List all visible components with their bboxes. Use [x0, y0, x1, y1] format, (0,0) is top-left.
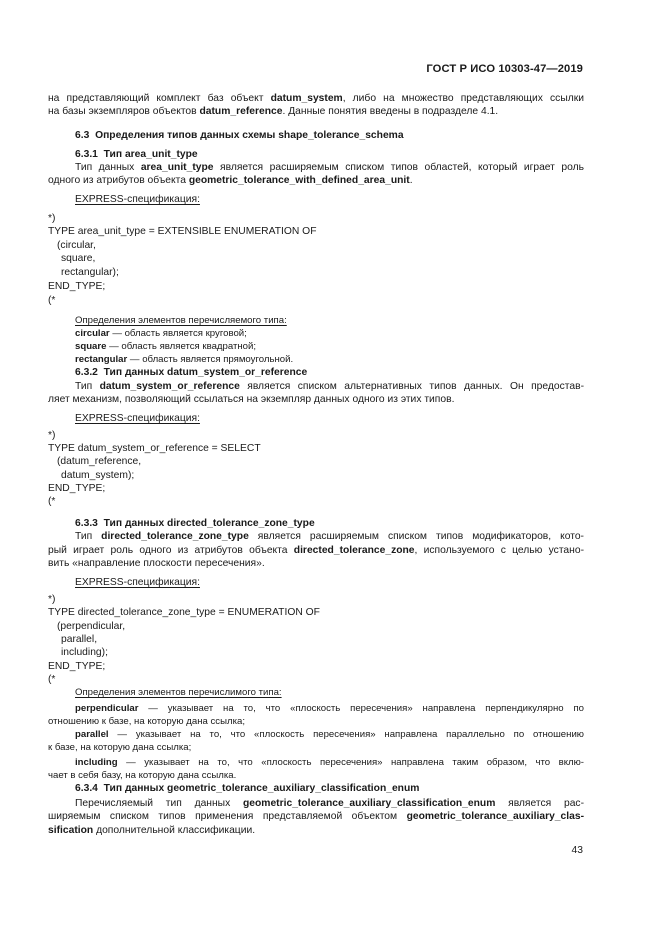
subsection-heading-631 — [75, 148, 584, 161]
s632-para-line-1 — [75, 380, 584, 393]
def-item — [75, 702, 584, 715]
def-text: — указывает на то, что «плоскость пересечения» направлена параллельно по отношению — [108, 729, 584, 740]
subsection-number: 6.3.1 — [75, 149, 98, 160]
def-text: — область является квадратной; — [106, 341, 257, 352]
code-line: (circular, — [57, 240, 96, 251]
text: является рас- — [495, 798, 584, 809]
s634-para-line-3 — [48, 824, 584, 837]
subsection-title: Тип area_unit_type — [103, 149, 198, 160]
s631-express-label: EXPRESS-спецификация: — [75, 194, 200, 205]
code-line: datum_system); — [61, 470, 135, 481]
code-line: TYPE area_unit_type = EXTENSIBLE ENUMERATION OF — [48, 226, 317, 237]
code-line: *) — [48, 430, 56, 441]
def-item-cont: чает в себя базу, на которую дана ссылка. — [48, 770, 237, 781]
code-line: (perpendicular, — [57, 621, 126, 632]
text: на представляющий комплект баз объект — [48, 93, 271, 104]
s631-defs-label: Определения элементов перечисляемого типа: — [75, 315, 287, 326]
intro-line-2 — [48, 105, 584, 118]
code-line: *) — [48, 594, 56, 605]
def-term: circular — [75, 328, 110, 339]
section-title: Определения типов данных схемы shape_tolerance_schema — [95, 130, 404, 141]
code-line: TYPE datum_system_or_reference = SELECT — [48, 443, 261, 454]
text: является расширяемым списком типов модификаторов, кото- — [248, 531, 584, 542]
page-number: 43 — [571, 845, 583, 856]
term: geometric_tolerance_auxiliary_classification_enum — [242, 798, 496, 809]
s633-defs-label: Определения элементов перечислимого типа: — [75, 687, 282, 698]
def-term: perpendicular — [75, 703, 139, 714]
term: datum_system_or_reference — [99, 381, 240, 392]
def-text: — указывает на то, что «плоскость пересечения» направлена таким образом, что вклю- — [117, 757, 584, 768]
code-line: END_TYPE; — [48, 281, 106, 292]
text: , используемого с целью устано- — [414, 545, 585, 556]
code-line: END_TYPE; — [48, 483, 106, 494]
code-line: (* — [48, 674, 56, 685]
term: directed_tolerance_zone_type — [101, 531, 249, 542]
subsection-number: 6.3.3 — [75, 518, 98, 529]
subsection-heading-632 — [75, 366, 584, 379]
term: directed_tolerance_zone — [293, 545, 415, 556]
code-line: (datum_reference, — [57, 456, 142, 467]
code-line: END_TYPE; — [48, 661, 106, 672]
subsection-title: Тип данных datum_system_or_reference — [103, 367, 308, 378]
text: на базы экземпляров объектов — [48, 106, 200, 117]
subsection-heading-634 — [75, 782, 584, 795]
text: ширяемым списком типов применения представляемой объектом — [48, 811, 407, 822]
s634-para-line-2 — [48, 810, 584, 823]
s634-para-line-1 — [75, 797, 584, 810]
s633-para-line-3: вить «направление плоскости пересечения». — [48, 558, 265, 569]
term: datum_reference — [199, 106, 283, 117]
subsection-number: 6.3.2 — [75, 367, 98, 378]
def-item — [75, 340, 584, 353]
code-line: (* — [48, 295, 56, 306]
text: . Данные понятия введены в подразделе 4.1. — [282, 106, 499, 117]
subsection-heading-633 — [75, 517, 584, 530]
term: geometric_tolerance_auxiliary_clas- — [406, 811, 584, 822]
def-item — [75, 327, 584, 340]
code-line: including); — [61, 647, 108, 658]
s631-para-line-1 — [75, 161, 584, 174]
code-line: parallel, — [61, 634, 98, 645]
subsection-title: Тип данных directed_tolerance_zone_type — [103, 518, 315, 529]
text: , либо на множество представляющих ссылки — [342, 93, 584, 104]
def-text: — область является прямоугольной. — [127, 354, 294, 365]
term: area_unit_type — [140, 162, 214, 173]
text: одного из атрибутов объекта — [48, 175, 189, 186]
term: sification — [48, 825, 94, 836]
def-item — [75, 353, 584, 366]
s633-para-line-1 — [75, 530, 584, 543]
text: дополнительной классификации. — [93, 825, 256, 836]
text: . — [409, 175, 413, 186]
code-line: TYPE directed_tolerance_zone_type = ENUMERATION OF — [48, 607, 320, 618]
def-term: square — [75, 341, 107, 352]
term: datum_system — [270, 93, 343, 104]
text: является списком альтернативных типов данных. Он предостав- — [239, 381, 584, 392]
section-number: 6.3 — [75, 130, 90, 141]
term: geometric_tolerance_with_defined_area_unit — [188, 175, 410, 186]
subsection-title: Тип данных geometric_tolerance_auxiliary_classification_enum — [103, 783, 420, 794]
s631-para-line-2 — [48, 174, 584, 187]
def-text: — указывает на то, что «плоскость пересечения» направлена перпендикулярно по — [138, 703, 584, 714]
section-heading — [75, 129, 584, 142]
text: Перечисляемый тип данных — [75, 798, 243, 809]
def-term: parallel — [75, 729, 109, 740]
def-item — [75, 728, 584, 741]
text: рый играет роль одного из атрибутов объекта — [48, 545, 294, 556]
s633-express-label: EXPRESS-спецификация: — [75, 577, 200, 588]
document-header: ГОСТ Р ИСО 10303-47—2019 — [426, 63, 583, 75]
code-line: rectangular); — [61, 267, 119, 278]
intro-line-1 — [48, 92, 584, 105]
def-term: rectangular — [75, 354, 128, 365]
s633-para-line-2 — [48, 544, 584, 557]
code-line: (* — [48, 496, 56, 507]
def-item-cont: к базе, на которую дана ссылка; — [48, 742, 192, 753]
text: Тип данных — [75, 162, 141, 173]
def-item-cont: отношению к базе, на которую дана ссылка; — [48, 716, 245, 727]
def-text: — область является круговой; — [109, 328, 247, 339]
text: Тип — [75, 531, 102, 542]
code-line: square, — [61, 253, 96, 264]
code-line: *) — [48, 213, 56, 224]
text: Тип — [75, 381, 100, 392]
s632-express-label: EXPRESS-спецификация: — [75, 413, 200, 424]
def-item — [75, 756, 584, 769]
text: является расширяемым списком типов областей, который играет роль — [213, 162, 584, 173]
s632-para-line-2: ляет механизм, позволяющий ссылаться на экземпляр данных одного из этих типов. — [48, 394, 455, 405]
def-term: including — [75, 757, 118, 768]
subsection-number: 6.3.4 — [75, 783, 98, 794]
